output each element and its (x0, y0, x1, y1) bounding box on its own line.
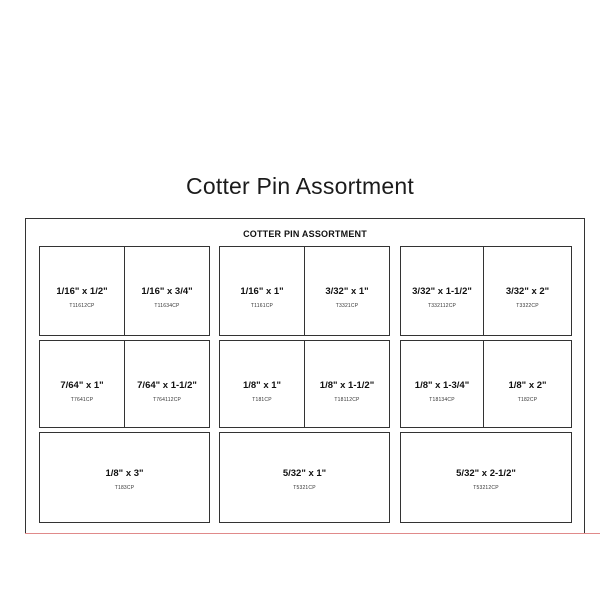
compartment (39, 246, 125, 336)
compartment (219, 432, 390, 523)
compartment (219, 340, 305, 428)
compartment-code: T7641CP (70, 397, 94, 403)
compartment (219, 246, 305, 336)
compartment-size: 1/8" x 3" (105, 468, 144, 479)
compartment (304, 246, 390, 336)
compartment-size: 3/32" x 2" (505, 286, 550, 297)
compartment-size: 1/16" x 3/4" (141, 286, 193, 297)
compartment (124, 340, 210, 428)
compartment (483, 340, 572, 428)
compartment-size: 7/64" x 1-1/2" (137, 380, 197, 391)
compartment-size: 1/8" x 1-3/4" (414, 380, 470, 391)
page-title: Cotter Pin Assortment (186, 173, 414, 199)
bottom-edge-line (25, 533, 600, 534)
compartment-size: 1/16" x 1/2" (56, 286, 108, 297)
compartment (400, 432, 572, 523)
compartment-size: 5/32" x 1" (282, 468, 327, 479)
compartment-code: T11634CP (154, 303, 180, 309)
compartment-code: T53212CP (473, 485, 499, 491)
compartment (124, 246, 210, 336)
compartment (483, 246, 572, 336)
compartment-code: T18112CP (334, 397, 360, 403)
compartment-size: 3/32" x 1-1/2" (412, 286, 472, 297)
compartment (39, 340, 125, 428)
assortment-board (25, 218, 585, 534)
compartment-code: T3322CP (516, 303, 539, 309)
compartment-code: T11612CP (69, 303, 95, 309)
compartment (400, 246, 484, 336)
compartment-size: 1/8" x 1-1/2" (319, 380, 375, 391)
compartment-code: T18134CP (429, 397, 455, 403)
compartment-code: T183CP (114, 485, 135, 491)
compartment-code: T3321CP (335, 303, 359, 309)
compartment (400, 340, 484, 428)
compartment-size: 3/32" x 1" (325, 286, 369, 297)
compartment-code: T332112CP (427, 303, 457, 309)
compartment-code: T182CP (517, 397, 538, 403)
compartment (304, 340, 390, 428)
compartment-code: T5321CP (293, 485, 316, 491)
compartment-code: T1161CP (250, 303, 274, 309)
compartment-code: T764112CP (152, 397, 182, 403)
compartment-size: 1/8" x 1" (242, 380, 282, 391)
compartment (39, 432, 210, 523)
compartment-size: 1/8" x 2" (508, 380, 547, 391)
compartment-size: 7/64" x 1" (60, 380, 104, 391)
compartment-size: 1/16" x 1" (240, 286, 284, 297)
board-title: COTTER PIN ASSORTMENT (243, 229, 367, 239)
compartment-size: 5/32" x 2-1/2" (456, 468, 516, 479)
compartment-code: T181CP (252, 397, 272, 403)
